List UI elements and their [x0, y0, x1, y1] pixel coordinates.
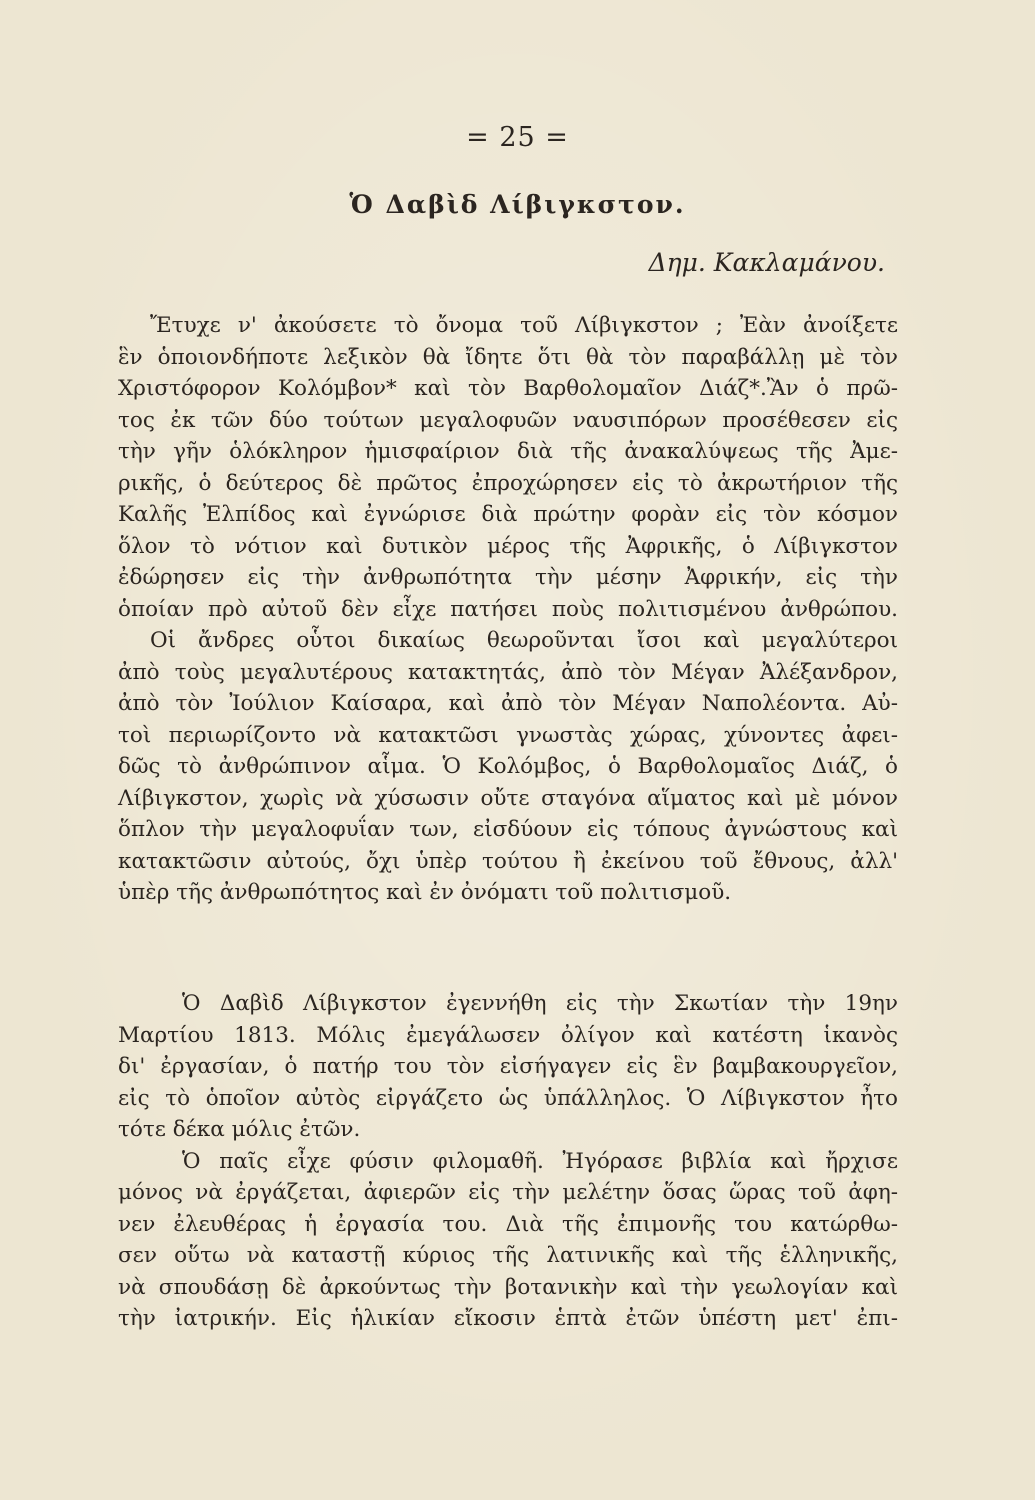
- text-line: ἓν ὁποιονδήποτε λεξικὸν θὰ ἴδητε ὅτι θὰ τὸν παραβάλλῃ μὲ τὸν: [118, 344, 898, 370]
- text-line: Οἱ ἄνδρες οὗτοι δικαίως θεωροῦνται ἴσοι καὶ μεγαλύτεροι: [150, 628, 898, 653]
- text-line: μόνος νὰ ἐργάζεται, ἀφιερῶν εἰς τὴν μελέτην ὅσας ὥρας τοῦ ἀφη-: [118, 1180, 898, 1205]
- text-line: δῶς τὸ ἀνθρώπινον αἷμα. Ὁ Κολόμβος, ὁ Βαρθολομαῖος Διάζ, ὁ: [118, 754, 898, 779]
- text-line: νεν ἐλευθέρας ἡ ἐργασία του. Διὰ τῆς ἐπιμονῆς του κατώρθω-: [118, 1211, 898, 1237]
- text-line: ὑπὲρ τῆς ἀνθρωπότητος καὶ ἐν ὀνόματι τοῦ πολιτισμοῦ.: [118, 880, 732, 905]
- text-line: Καλῆς Ἐλπίδος καὶ ἐγνώρισε διὰ πρώτην φορὰν εἰς τὸν κόσμον: [118, 502, 898, 527]
- text-line: τότε δέκα μόλις ἐτῶν.: [118, 1117, 361, 1142]
- text-line: ὅπλον τὴν μεγαλοφυΐαν των, εἰσδύουν εἰς τόπους ἀγνώστους καὶ: [118, 817, 898, 842]
- text-line: Χριστόφορον Κολόμβον* καὶ τὸν Βαρθολομαῖον Διάζ*.Ἂν ὁ πρῶ-: [118, 376, 898, 401]
- text-line: ὁποίαν πρὸ αὐτοῦ δὲν εἶχε πατήσει ποὺς πολιτισμένου ἀνθρώπου.: [118, 596, 898, 622]
- text-line: τὴν γῆν ὁλόκληρον ἡμισφαίριον διὰ τῆς ἀνακαλύψεως τῆς Ἀμε-: [118, 439, 898, 464]
- text-line: ἀπὸ τὸν Ἰούλιον Καίσαρα, καὶ ἀπὸ τὸν Μέγαν Ναπολέοντα. Αὐ-: [118, 691, 898, 716]
- text-line: Ὁ παῖς εἶχε φύσιν φιλομαθῆ. Ἠγόρασε βιβλία καὶ ἤρχισε: [182, 1148, 898, 1174]
- text-line: ὅλον τὸ νότιον καὶ δυτικὸν μέρος τῆς Ἀφρικῆς, ὁ Λίβιγκστον: [118, 533, 898, 559]
- text-line: Μαρτίου 1813. Μόλις ἐμεγάλωσεν ὀλίγον καὶ κατέστη ἱκανὸς: [118, 1022, 898, 1048]
- text-line: Ἔτυχε ν' ἀκούσετε τὸ ὄνομα τοῦ Λίβιγκστον ; Ἐὰν ἀνοίξετε: [150, 313, 898, 338]
- text-line: νὰ σπουδάσῃ δὲ ἀρκούντως τὴν βοτανικὴν καὶ τὴν γεωλογίαν καὶ: [118, 1274, 898, 1300]
- page-number: = 25 =: [466, 122, 569, 153]
- article-author: Δημ. Κακλαμάνου.: [648, 248, 885, 277]
- text-line: ἀπὸ τοὺς μεγαλυτέρους κατακτητάς, ἀπὸ τὸν Μέγαν Ἀλέξανδρον,: [118, 659, 898, 685]
- text-line: κατακτῶσιν αὐτούς, ὄχι ὑπὲρ τούτου ἢ ἐκείνου τοῦ ἔθνους, ἀλλ': [118, 848, 898, 874]
- text-line: Λίβιγκστον, χωρὶς νὰ χύσωσιν οὔτε σταγόνα αἵματος καὶ μὲ μόνον: [118, 785, 898, 811]
- text-line: τοὶ περιωρίζοντο νὰ κατακτῶσι γνωστὰς χώρας, χύνοντες ἀφει-: [118, 722, 898, 748]
- text-line: εἰς τὸ ὁποῖον αὐτὸς εἰργάζετο ὡς ὑπάλληλος. Ὁ Λίβιγκστον ἦτο: [118, 1085, 898, 1111]
- text-line: τος ἐκ τῶν δύο τούτων μεγαλοφυῶν ναυσιπόρων προσέθεσεν εἰς: [118, 407, 898, 433]
- text-line: ἐδώρησεν εἰς τὴν ἀνθρωπότητα τὴν μέσην Ἀφρικήν, εἰς τὴν: [118, 565, 898, 590]
- paragraph-biography: [118, 988, 898, 1335]
- text-line: Ὁ Δαβὶδ Λίβιγκστον ἐγεννήθη εἰς τὴν Σκωτίαν τὴν 19ην: [182, 991, 898, 1016]
- text-line: δι' ἐργασίαν, ὁ πατήρ του τὸν εἰσήγαγεν εἰς ἓν βαμβακουργεῖον,: [118, 1054, 898, 1079]
- text-line: ρικῆς, ὁ δεύτερος δὲ πρῶτος ἐπροχώρησεν εἰς τὸ ἀκρωτήριον τῆς: [118, 470, 898, 496]
- text-line: σεν οὕτω νὰ καταστῇ κύριος τῆς λατινικῆς καὶ τῆς ἑλληνικῆς,: [118, 1243, 898, 1268]
- text-line: τὴν ἰατρικήν. Εἰς ἡλικίαν εἴκοσιν ἑπτὰ ἐτῶν ὑπέστη μετ' ἐπι-: [118, 1306, 898, 1331]
- paragraph-intro: [118, 310, 898, 909]
- article-title: Ὁ Δαβὶδ Λίβιγκστον.: [349, 190, 686, 219]
